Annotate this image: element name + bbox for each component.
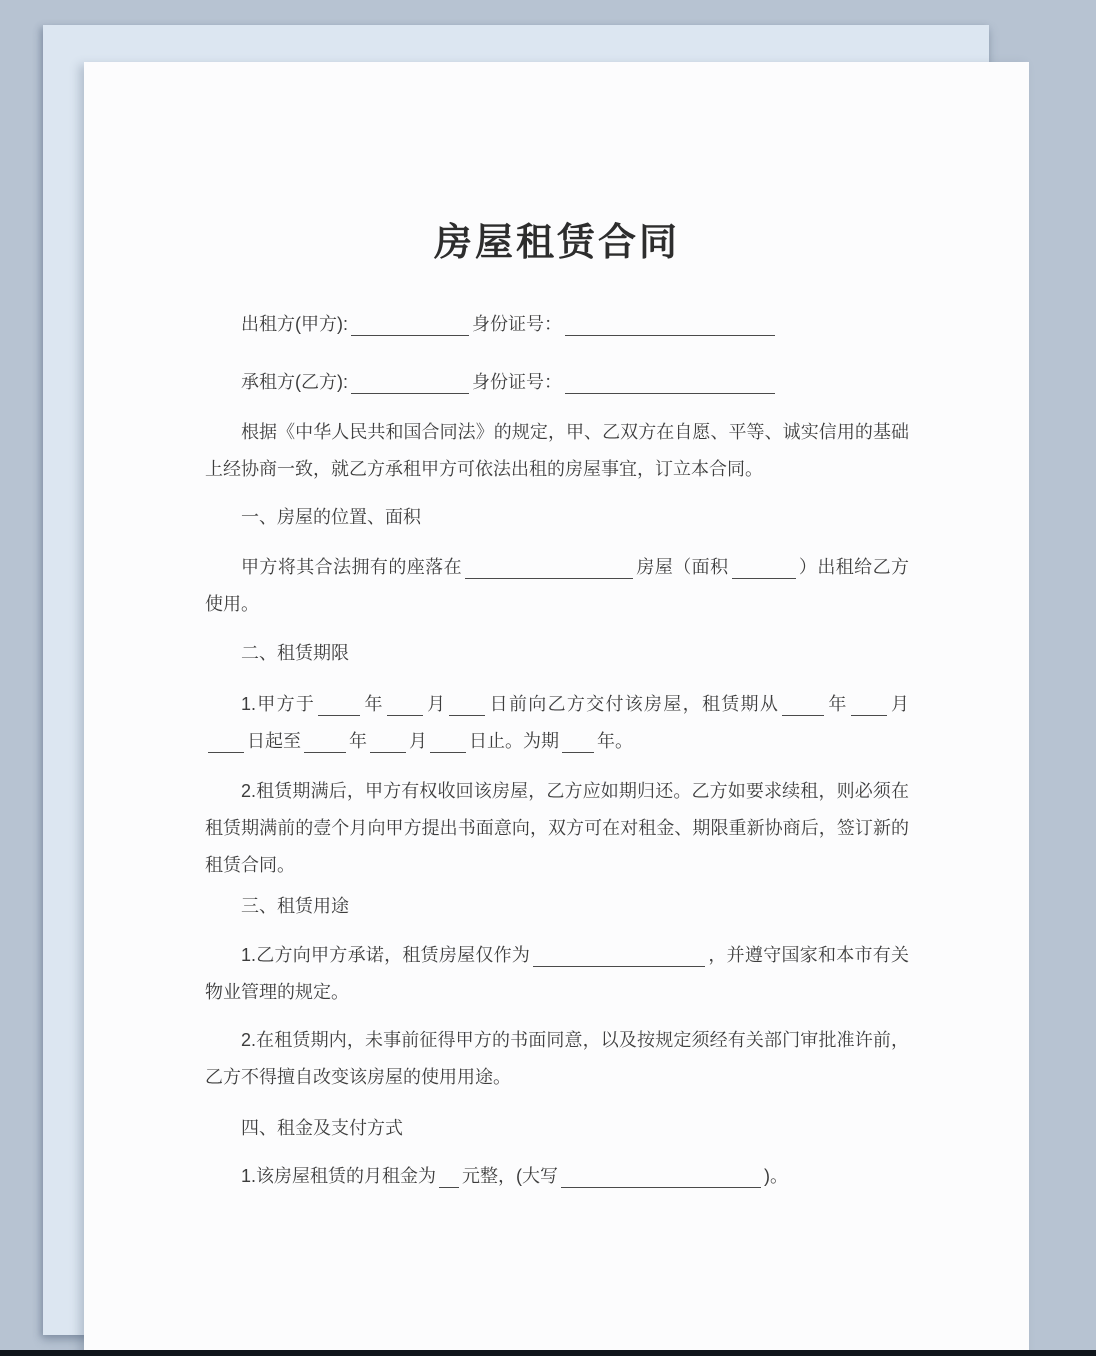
text-run: 年 bbox=[827, 694, 848, 714]
blank-line bbox=[208, 728, 244, 753]
text-run: 年。 bbox=[597, 731, 633, 751]
blank-line bbox=[561, 1163, 761, 1188]
section-1-heading: 一、房屋的位置、面积 bbox=[241, 507, 421, 527]
blank-line bbox=[565, 369, 775, 394]
text-run: 承租方(乙方): bbox=[241, 372, 348, 392]
lessor-row bbox=[205, 306, 909, 343]
text-run: ）出租给乙方使用。 bbox=[205, 557, 909, 614]
text-run: 1.乙方向甲方承诺，租赁房屋仅作为 bbox=[241, 945, 531, 965]
blank-line bbox=[370, 728, 406, 753]
section-3-paragraph-2: 2.在租赁期内，未事前征得甲方的书面同意，以及按规定须经有关部门审批准许前，乙方不得擅自改变该房屋的使用用途。 bbox=[205, 1030, 909, 1087]
blank-line bbox=[449, 691, 485, 716]
lessee-row bbox=[205, 364, 909, 401]
text-run: 年 bbox=[349, 731, 367, 751]
text-run: 月 bbox=[425, 694, 447, 714]
section-3-heading: 三、租赁用途 bbox=[241, 896, 349, 916]
text-run: 月 bbox=[409, 731, 427, 751]
text-run: 身份证号： bbox=[472, 372, 562, 392]
text-run: )。 bbox=[764, 1166, 789, 1186]
blank-line bbox=[430, 728, 466, 753]
text-run: 1.甲方于 bbox=[241, 694, 316, 714]
blank-line bbox=[304, 728, 346, 753]
text-run: 身份证号： bbox=[472, 314, 562, 334]
bottom-edge-bar bbox=[0, 1350, 1096, 1356]
text-run: 年 bbox=[363, 694, 384, 714]
blank-line bbox=[351, 311, 469, 336]
text-run: 1.该房屋租赁的月租金为 bbox=[241, 1166, 437, 1186]
section-4-paragraph-1 bbox=[205, 1158, 909, 1195]
blank-line bbox=[732, 554, 796, 579]
blank-line bbox=[565, 311, 775, 336]
section-2-heading: 二、租赁期限 bbox=[241, 643, 349, 663]
blank-line bbox=[533, 942, 705, 967]
section-2-paragraph-2: 2.租赁期满后，甲方有权收回该房屋，乙方应如期归还。乙方如要求续租，则必须在租赁期满前的壹个月向甲方提出书面意向，双方可在对租金、期限重新协商后，签订新的租赁合同。 bbox=[205, 781, 909, 875]
text-run: 甲方将其合法拥有的座落在 bbox=[241, 557, 462, 577]
text-run: 元整，(大写 bbox=[462, 1166, 559, 1186]
text-run: 出租方(甲方): bbox=[241, 314, 348, 334]
text-run: 日止。为期 bbox=[469, 731, 559, 751]
text-run: 月 bbox=[889, 694, 910, 714]
contract-page bbox=[84, 62, 1029, 1356]
blank-line bbox=[387, 691, 423, 716]
section-3-paragraph-1 bbox=[205, 937, 909, 1011]
text-run: 日前向乙方交付该房屋，租赁期从 bbox=[488, 694, 780, 714]
document-title: 房屋租赁合同 bbox=[433, 222, 680, 264]
section-2-paragraph-1 bbox=[205, 686, 909, 760]
text-run: 房屋（面积 bbox=[636, 557, 729, 577]
blank-line bbox=[351, 369, 469, 394]
blank-line bbox=[562, 728, 594, 753]
section-1-paragraph-1 bbox=[205, 549, 909, 623]
section-4-heading: 四、租金及支付方式 bbox=[241, 1118, 403, 1138]
blank-line bbox=[782, 691, 824, 716]
intro-paragraph: 根据《中华人民共和国合同法》的规定，甲、乙双方在自愿、平等、诚实信用的基础上经协商一致，就乙方承租甲方可依法出租的房屋事宜，订立本合同。 bbox=[205, 422, 909, 479]
blank-line bbox=[851, 691, 887, 716]
text-run: ，并遵守国家和本市有关物业管理的规定。 bbox=[205, 945, 910, 1002]
blank-line bbox=[465, 554, 633, 579]
text-run: 日起至 bbox=[247, 731, 301, 751]
blank-line bbox=[439, 1163, 459, 1188]
blank-line bbox=[318, 691, 360, 716]
